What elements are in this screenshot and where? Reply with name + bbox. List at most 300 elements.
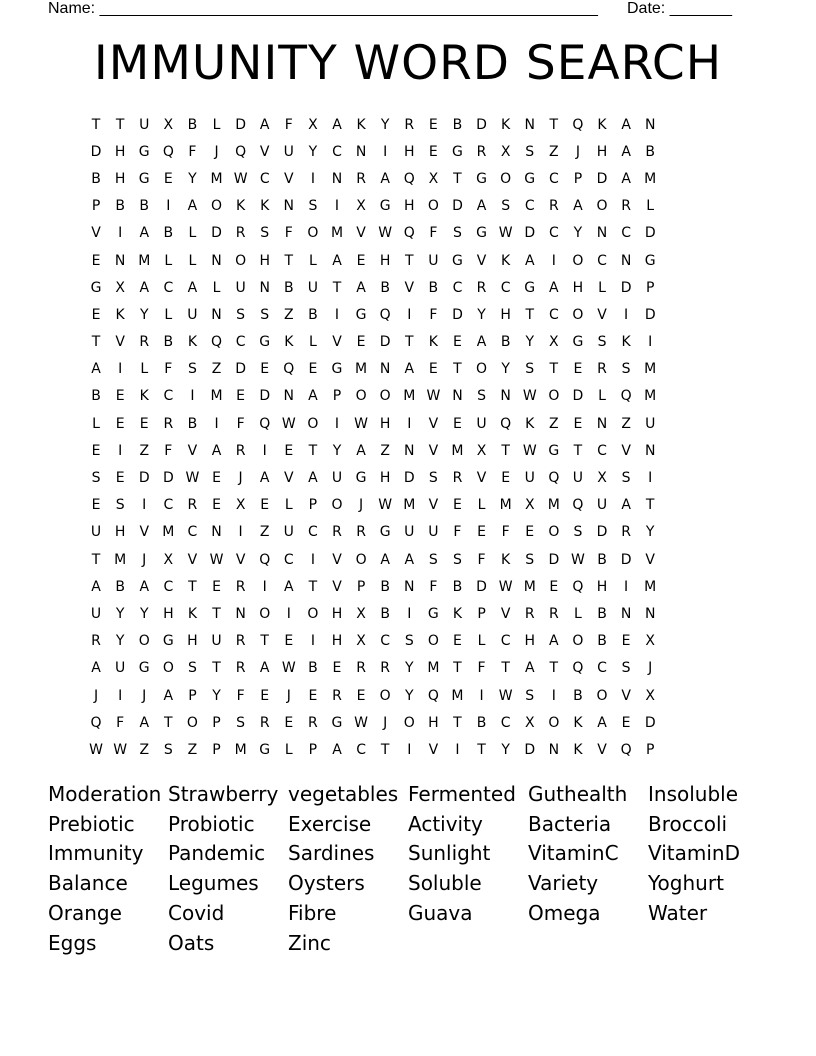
grid-letter: E: [573, 415, 583, 432]
grid-letter: W: [209, 551, 224, 568]
grid-letter: P: [573, 170, 583, 187]
word-list-row: [48, 898, 768, 928]
grid-letter: F: [501, 524, 510, 541]
grid-letter: H: [500, 306, 511, 323]
grid-letter: A: [356, 279, 366, 296]
grid-letter: L: [598, 279, 606, 296]
grid-letter: O: [596, 198, 608, 215]
grid-letter: Q: [283, 361, 295, 378]
grid-letter: O: [355, 551, 367, 568]
grid-letter: V: [235, 551, 246, 568]
grid-letter: A: [259, 470, 270, 487]
grid-letter: X: [235, 497, 246, 514]
grid-letter: F: [429, 578, 438, 595]
grid-letter: N: [404, 442, 415, 459]
grid-letter: W: [498, 578, 513, 595]
grid-letter: F: [116, 714, 125, 731]
grid-letter: Q: [259, 551, 271, 568]
grid-letter: S: [525, 551, 535, 568]
grid-letter: D: [476, 578, 487, 595]
grid-letter: L: [188, 225, 197, 242]
grid-letter: S: [260, 306, 270, 323]
grid-letter: F: [236, 415, 245, 432]
grid-letter: S: [115, 497, 125, 514]
grid-letter: K: [428, 334, 438, 351]
grid-letter: N: [620, 605, 632, 622]
grid-letter: W: [571, 551, 585, 568]
grid-letter: C: [380, 633, 391, 650]
grid-letter: W: [233, 170, 248, 187]
grid-letter: K: [284, 334, 294, 351]
grid-letter: B: [91, 388, 101, 405]
grid-letter: E: [91, 497, 101, 514]
word-list-item: Prebiotic: [48, 811, 135, 836]
grid-letter: T: [308, 442, 318, 459]
grid-letter: A: [621, 170, 631, 187]
grid-letter: L: [212, 116, 221, 133]
grid-letter: E: [212, 578, 221, 595]
grid-letter: B: [476, 714, 487, 731]
grid-letter: L: [140, 361, 149, 378]
grid-letter: H: [428, 714, 439, 731]
grid-letter: K: [115, 306, 125, 323]
grid-letter: O: [331, 497, 343, 514]
grid-letter: E: [236, 388, 246, 405]
grid-letter: K: [452, 605, 463, 622]
grid-letter: E: [91, 252, 101, 269]
grid-letter: S: [525, 687, 535, 704]
grid-letter: O: [235, 252, 247, 269]
grid-letter: V: [332, 578, 342, 595]
grid-letter: M: [138, 252, 151, 269]
grid-letter: E: [260, 687, 270, 704]
grid-letter: T: [573, 442, 583, 459]
grid-letter: O: [379, 687, 391, 704]
grid-letter: F: [429, 225, 438, 242]
grid-letter: R: [163, 415, 174, 432]
grid-letter: I: [214, 415, 219, 432]
grid-letter: Z: [139, 741, 150, 758]
grid-letter: V: [115, 334, 125, 351]
grid-letter: B: [500, 334, 511, 351]
grid-letter: U: [572, 470, 584, 487]
grid-letter: E: [308, 687, 318, 704]
grid-letter: R: [524, 605, 535, 622]
word-list-item: Oysters: [288, 871, 365, 896]
grid-letter: I: [286, 605, 291, 622]
grid-letter: Q: [427, 687, 439, 704]
grid-letter: V: [621, 687, 631, 704]
grid-letter: H: [331, 633, 343, 650]
grid-letter: E: [115, 388, 125, 405]
grid-letter: A: [91, 361, 101, 378]
word-list-item: Sunlight: [408, 841, 491, 866]
grid-letter: R: [476, 279, 487, 296]
grid-letter: E: [212, 497, 221, 514]
grid-letter: I: [118, 687, 123, 704]
grid-letter: S: [501, 198, 511, 215]
grid-letter: O: [307, 415, 319, 432]
word-list-item: Probiotic: [168, 811, 255, 836]
grid-letter: W: [498, 687, 513, 704]
grid-letter: G: [355, 306, 367, 323]
grid-letter: F: [284, 116, 293, 133]
grid-letter: A: [91, 578, 101, 595]
grid-letter: A: [139, 578, 150, 595]
grid-letter: E: [501, 470, 511, 487]
grid-letter: M: [499, 497, 512, 514]
grid-letter: K: [621, 334, 631, 351]
grid-letter: Z: [549, 415, 559, 432]
grid-letter: G: [524, 279, 536, 296]
grid-letter: Y: [645, 524, 655, 541]
grid-letter: N: [644, 605, 656, 622]
grid-letter: A: [621, 143, 631, 160]
word-list-item: Yoghurt: [648, 871, 724, 896]
grid-letter: G: [379, 198, 391, 215]
grid-letter: C: [308, 524, 318, 541]
grid-letter: I: [624, 306, 629, 323]
grid-letter: V: [428, 415, 439, 432]
grid-letter: V: [404, 279, 415, 296]
grid-letter: A: [404, 361, 415, 378]
grid-letter: J: [575, 143, 580, 160]
grid-letter: H: [379, 415, 391, 432]
grid-letter: A: [259, 116, 270, 133]
grid-letter: A: [332, 116, 342, 133]
word-list-item: Guthealth: [528, 781, 628, 806]
grid-letter: L: [308, 334, 317, 351]
grid-letter: O: [500, 170, 512, 187]
grid-letter: D: [596, 524, 608, 541]
grid-letter: B: [597, 551, 607, 568]
grid-letter: R: [332, 687, 342, 704]
grid-letter: T: [549, 660, 559, 677]
grid-letter: R: [235, 660, 246, 677]
grid-letter: U: [645, 415, 656, 432]
grid-letter: S: [91, 470, 101, 487]
grid-letter: U: [283, 524, 294, 541]
grid-letter: V: [187, 442, 198, 459]
grid-letter: D: [620, 279, 632, 296]
grid-letter: W: [113, 741, 128, 758]
grid-letter: Q: [379, 306, 391, 323]
grid-letter: M: [162, 524, 175, 541]
grid-letter: G: [476, 170, 487, 187]
grid-letter: I: [334, 415, 340, 432]
grid-letter: N: [404, 578, 415, 595]
grid-letter: K: [597, 116, 607, 133]
word-list-item: Omega: [528, 901, 601, 926]
grid-letter: X: [163, 116, 174, 133]
grid-letter: T: [188, 578, 197, 595]
grid-letter: A: [211, 442, 222, 459]
grid-letter: R: [259, 714, 270, 731]
grid-letter: H: [259, 252, 270, 269]
grid-letter: L: [284, 741, 293, 758]
grid-row: [84, 573, 744, 600]
grid-letter: E: [621, 714, 631, 731]
grid-letter: C: [187, 524, 198, 541]
grid-letter: E: [260, 497, 270, 514]
grid-letter: Q: [572, 660, 584, 677]
grid-letter: R: [91, 633, 101, 650]
grid-letter: G: [452, 252, 463, 269]
grid-letter: I: [407, 306, 412, 323]
grid-letter: I: [118, 361, 123, 378]
grid-letter: V: [500, 605, 511, 622]
grid-letter: B: [380, 279, 390, 296]
word-list-row: [48, 868, 768, 898]
grid-letter: U: [187, 306, 198, 323]
word-list-item: Oats: [168, 930, 215, 955]
grid-letter: E: [453, 633, 462, 650]
grid-letter: X: [356, 605, 366, 622]
grid-letter: A: [308, 470, 318, 487]
grid-letter: R: [356, 660, 366, 677]
grid-letter: D: [548, 551, 560, 568]
grid-letter: U: [90, 524, 102, 541]
grid-letter: Y: [501, 361, 510, 378]
grid-letter: D: [379, 334, 391, 351]
grid-letter: A: [187, 198, 198, 215]
grid-letter: A: [91, 660, 101, 677]
grid-letter: E: [260, 361, 270, 378]
grid-letter: T: [501, 442, 510, 459]
grid-letter: D: [235, 361, 246, 378]
grid-letter: U: [476, 415, 487, 432]
grid-letter: V: [476, 252, 487, 269]
grid-letter: M: [210, 170, 223, 187]
grid-letter: D: [211, 225, 222, 242]
grid-letter: Q: [620, 388, 632, 405]
grid-letter: Q: [572, 497, 584, 514]
grid-letter: V: [187, 551, 198, 568]
grid-letter: B: [452, 116, 463, 133]
grid-letter: E: [453, 334, 462, 351]
grid-letter: I: [118, 442, 123, 459]
grid-letter: O: [427, 198, 439, 215]
grid-letter: D: [476, 116, 487, 133]
grid-row: [84, 546, 744, 573]
grid-row: [84, 437, 744, 464]
grid-letter: V: [621, 442, 631, 459]
grid-letter: H: [596, 143, 608, 160]
grid-letter: M: [523, 578, 536, 595]
grid-letter: I: [479, 687, 484, 704]
grid-letter: G: [379, 524, 391, 541]
grid-letter: T: [164, 714, 173, 731]
word-list-item: VitaminC: [528, 841, 619, 866]
grid-letter: E: [356, 334, 366, 351]
grid-letter: G: [138, 143, 150, 160]
grid-letter: B: [597, 633, 607, 650]
grid-letter: L: [574, 605, 582, 622]
grid-letter: S: [260, 225, 270, 242]
grid-letter: W: [426, 388, 441, 405]
grid-letter: D: [235, 116, 246, 133]
grid-row: [84, 193, 744, 220]
grid-letter: J: [383, 714, 388, 731]
grid-letter: Y: [188, 170, 197, 187]
grid-letter: R: [235, 442, 246, 459]
grid-letter: E: [356, 687, 366, 704]
grid-letter: X: [645, 633, 655, 650]
grid-letter: S: [525, 143, 535, 160]
grid-letter: F: [477, 551, 486, 568]
grid-row: [84, 274, 744, 301]
grid-letter: R: [139, 334, 150, 351]
grid-letter: S: [477, 388, 486, 405]
grid-letter: C: [500, 279, 511, 296]
grid-letter: L: [646, 198, 655, 215]
grid-letter: J: [648, 660, 653, 677]
grid-letter: A: [573, 198, 583, 215]
grid-letter: B: [428, 279, 439, 296]
grid-letter: D: [162, 470, 174, 487]
grid-letter: R: [548, 198, 559, 215]
grid-letter: C: [524, 198, 535, 215]
word-list-item: vegetables: [288, 781, 399, 806]
grid-letter: A: [621, 116, 631, 133]
grid-letter: P: [477, 605, 486, 622]
grid-letter: S: [525, 361, 535, 378]
grid-letter: L: [598, 388, 606, 405]
grid-letter: U: [331, 470, 343, 487]
grid-letter: E: [284, 442, 294, 459]
grid-letter: O: [476, 361, 488, 378]
grid-letter: R: [235, 225, 246, 242]
word-list-item: Eggs: [48, 930, 97, 955]
grid-letter: E: [115, 415, 125, 432]
grid-letter: N: [452, 388, 463, 405]
grid-letter: C: [452, 279, 463, 296]
grid-letter: P: [645, 279, 655, 296]
grid-letter: F: [236, 687, 245, 704]
grid-letter: D: [90, 143, 102, 160]
grid-letter: B: [187, 415, 198, 432]
grid-letter: A: [524, 660, 535, 677]
grid-letter: N: [596, 225, 608, 242]
grid-letter: F: [429, 306, 438, 323]
grid-letter: R: [187, 497, 198, 514]
grid-letter: C: [356, 741, 366, 758]
grid-letter: U: [283, 143, 294, 160]
grid-letter: G: [162, 633, 174, 650]
grid-letter: W: [185, 470, 200, 487]
grid-letter: H: [187, 633, 198, 650]
grid-letter: Q: [162, 143, 174, 160]
grid-letter: A: [549, 633, 559, 650]
grid-letter: H: [379, 470, 391, 487]
grid-row: [84, 138, 744, 165]
grid-letter: I: [166, 198, 171, 215]
grid-letter: E: [549, 578, 559, 595]
word-list-item: Pandemic: [168, 841, 266, 866]
word-list-item: Immunity: [48, 841, 144, 866]
grid-letter: Q: [211, 334, 223, 351]
grid-row: [84, 383, 744, 410]
grid-letter: B: [163, 334, 174, 351]
grid-letter: E: [308, 361, 318, 378]
grid-letter: A: [356, 442, 366, 459]
grid-letter: O: [355, 388, 367, 405]
grid-letter: E: [212, 470, 221, 487]
grid-letter: T: [549, 116, 559, 133]
grid-row: [84, 682, 744, 709]
grid-letter: M: [330, 225, 344, 242]
grid-letter: Y: [139, 306, 149, 323]
word-list-item: Balance: [48, 871, 128, 896]
grid-letter: L: [308, 252, 317, 269]
grid-letter: C: [500, 633, 511, 650]
grid-letter: M: [114, 551, 127, 568]
grid-letter: Z: [259, 524, 270, 541]
grid-letter: Z: [380, 442, 390, 459]
grid-letter: W: [498, 225, 513, 242]
grid-row: [84, 492, 744, 519]
grid-letter: Q: [90, 714, 102, 731]
grid-letter: U: [139, 116, 150, 133]
grid-letter: T: [453, 170, 462, 187]
grid-letter: P: [91, 198, 101, 215]
grid-letter: V: [284, 170, 294, 187]
grid-letter: B: [91, 170, 101, 187]
grid-letter: G: [476, 225, 487, 242]
grid-letter: F: [188, 143, 197, 160]
grid-letter: N: [524, 116, 535, 133]
grid-letter: F: [453, 524, 462, 541]
grid-letter: A: [380, 551, 390, 568]
grid-letter: S: [573, 524, 583, 541]
grid-letter: C: [621, 225, 631, 242]
grid-letter: J: [142, 687, 147, 704]
grid-letter: N: [211, 306, 222, 323]
grid-letter: X: [163, 551, 174, 568]
grid-letter: P: [188, 687, 197, 704]
grid-letter: E: [477, 524, 486, 541]
grid-letter: C: [163, 578, 174, 595]
grid-letter: F: [477, 660, 486, 677]
grid-letter: E: [139, 415, 149, 432]
grid-letter: W: [354, 415, 368, 432]
grid-letter: U: [115, 660, 126, 677]
grid-letter: E: [356, 252, 366, 269]
grid-letter: I: [455, 741, 460, 758]
grid-letter: M: [427, 660, 440, 677]
grid-letter: N: [235, 605, 246, 622]
grid-letter: S: [453, 551, 462, 568]
grid-letter: C: [283, 551, 294, 568]
grid-letter: V: [139, 524, 150, 541]
grid-letter: Q: [235, 143, 247, 160]
grid-letter: A: [476, 198, 487, 215]
grid-letter: X: [476, 442, 487, 459]
grid-letter: A: [524, 252, 535, 269]
grid-letter: I: [310, 633, 315, 650]
grid-letter: E: [428, 143, 438, 160]
grid-letter: E: [453, 497, 462, 514]
word-list-item: Variety: [528, 871, 599, 896]
grid-letter: T: [332, 279, 342, 296]
grid-letter: W: [378, 225, 393, 242]
grid-letter: Y: [573, 225, 583, 242]
grid-letter: U: [524, 470, 535, 487]
grid-letter: G: [452, 143, 463, 160]
grid-letter: N: [379, 361, 391, 378]
header: [48, 0, 748, 20]
grid-letter: O: [138, 633, 150, 650]
